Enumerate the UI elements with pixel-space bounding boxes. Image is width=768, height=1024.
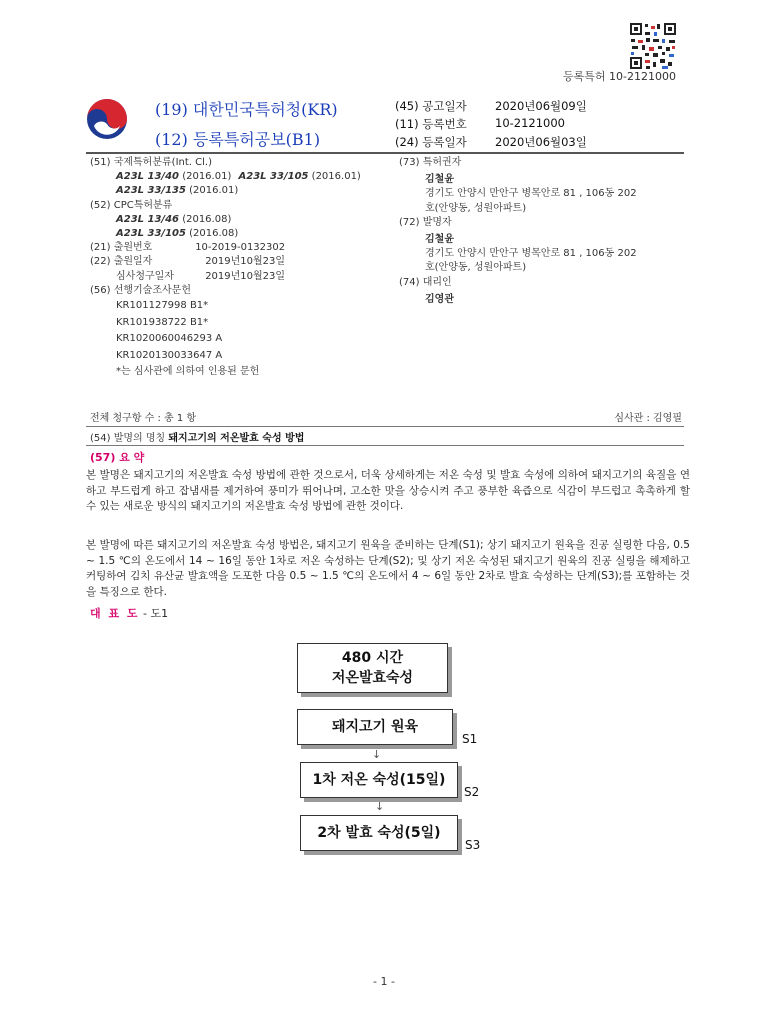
step-label-s3: S3 [465,838,481,852]
abstract-paragraph-1: 본 발명은 돼지고기의 저온발효 숙성 방법에 관한 것으로서, 더욱 상세하게는 저온 숙성 및 발효 숙성에 의하여 돼지고기의 육질을 연하고 부드럽게 하고 잡냄새를 제거하여 풍미가 뛰어나며, 고소한 맛을 상승시켜 주고 풍부한 육즙으로 식감이 부드럽고 촉촉하게 할 수 있는 새로운 방식의 돼지고기의 저온발효 숙성 방법에 관한 것이다. [86,469,690,512]
ipc-line-1 [90,170,390,184]
flow-step-text: 1차 저온 숙성(15일) [312,772,446,788]
application-date-row [90,255,390,269]
cpc-code: A23L 33/105 [116,228,186,240]
prior-art-item: KR1020060046293 A [116,333,223,345]
abstract-heading: (57) 요 약 [90,451,145,464]
flow-step-text: 2차 발효 숙성(5일) [317,825,441,841]
header-divider [86,152,684,154]
pub-value: 2020년06월03일 [495,135,587,149]
application-number: 10-2019-0132302 [195,242,286,254]
invention-title-text: 돼지고기의 저온발효 숙성 방법 [168,433,305,444]
ipc-line-2 [90,184,390,198]
office-title: (19) 대한민국특허청(KR) [155,100,338,119]
ipc-code: A23L 13/40 [116,171,179,183]
invention-title [90,429,304,444]
ipc-date: (2016.01) [189,185,239,197]
step-label-s1: S1 [462,732,478,746]
pub-row-reg-date [395,134,685,150]
flow-box-s1 [297,709,453,745]
owner-address-2: 호(안양동, 성원아파트) [425,202,527,214]
prior-art-note: *는 심사관에 의하여 인용된 문헌 [116,366,260,378]
step-label-s2: S2 [464,785,480,799]
title-divider [86,445,684,446]
arrow-down-icon: ↓ [375,800,385,813]
owner-label: (73) 특허권자 [399,157,462,168]
inventor-address-2: 호(안양동, 성원아파트) [425,262,527,274]
application-number-row [90,241,390,255]
prior-art-label: (56) 선행기술조사문헌 [90,284,191,296]
prior-art-item: KR1020130033647 A [116,349,223,361]
flow-top-line-1: 480 시간 [341,650,404,666]
ipc-date: (2016.01) [182,171,232,183]
owner-address-1: 경기도 안양시 만안구 병목안로 81 , 106동 202 [425,188,637,200]
korea-emblem-logo [86,98,128,140]
ipc-label: (51) 국제특허분류(Int. Cl.) [90,157,212,168]
pub-row-date [395,98,685,114]
examiner: 심사관 : 김영필 [614,413,682,424]
application-date: 2019년10월23일 [205,256,286,268]
ipc-code: A23L 33/135 [116,185,186,197]
page-number: - 1 - [373,975,395,988]
flow-top-line-2: 저온발효숙성 [331,670,414,686]
cpc-code: A23L 13/46 [116,213,179,225]
representative-drawing [90,605,168,621]
claims-count: 전체 청구항 수 : 총 1 항 [90,413,197,424]
exam-request-row [90,270,390,284]
exam-request-date: 2019년10월23일 [205,270,286,282]
representative-label: 대 표 도 [90,607,140,620]
inventor-address-1: 경기도 안양시 만안구 병목안로 81 , 106동 202 [425,248,637,260]
prior-art-list [90,298,390,381]
arrow-down-icon: ↓ [372,748,382,761]
pub-key: (24) 등록일자 [395,135,467,149]
flow-box-s2 [300,762,458,798]
prior-art-item: KR101938722 B1* [116,316,209,328]
representative-value: - 도1 [143,607,169,620]
exam-request-label: 심사청구일자 [116,270,174,282]
pub-value: 10-2121000 [495,116,565,130]
claims-divider [86,426,684,427]
registration-number: 등록특허 10-2121000 [563,70,676,83]
flow-box-top [297,643,448,693]
flow-box-s3 [300,815,458,851]
invention-title-prefix: (54) 발명의 명칭 [90,433,166,444]
cpc-line-1 [90,213,390,227]
ipc-date: (2016.01) [311,171,361,183]
owner-name: 김철윤 [425,174,454,186]
abstract-paragraph-2: 본 발명에 따른 돼지고기의 저온발효 숙성 방법은, 돼지고기 원육을 준비하는 단계(S1); 상기 돼지고기 원육을 진공 실링한 다음, 0.5 ~ 1.5 ℃의 온도에서 14 ~ 16일 동안 1차로 저온 숙성하는 단계(S2); 및 상기 저온 숙성된 돼지고기 원육의 진공 실링을 해제하고 커팅하여 김치 유산균 발효액을 도포한 다음 0.5 ~ 1.5 ℃의 온도에서 4 ~ 6일 동안 2차로 발효 숙성하는 단계(S3);를 포함하는 것을 특징으로 한다. [86,539,690,598]
pub-row-number [395,116,685,132]
inventor-name: 김철윤 [425,234,454,246]
biblio-left [90,156,390,381]
qr-code-icon [629,22,677,70]
cpc-label: (52) CPC특허분류 [90,199,173,211]
inventor-label: (72) 발명자 [399,216,452,228]
cpc-line-2 [90,227,390,241]
cpc-date: (2016.08) [189,228,239,240]
agent-label: (74) 대리인 [399,276,452,288]
pub-key: (45) 공고일자 [395,99,467,113]
publication-type: (12) 등록특허공보(B1) [155,130,321,149]
flow-step-text: 돼지고기 원육 [331,719,419,735]
pub-key: (11) 등록번호 [395,117,467,131]
ipc-code: A23L 33/105 [238,171,309,183]
qr-code [629,22,677,70]
application-date-label: (22) 출원일자 [90,256,153,268]
cpc-date: (2016.08) [182,213,232,225]
agent-name: 김영관 [425,293,454,305]
biblio-right [399,156,689,307]
pub-value: 2020년06월09일 [495,99,587,113]
application-number-label: (21) 출원번호 [90,242,153,254]
prior-art-item: KR101127998 B1* [116,300,209,312]
